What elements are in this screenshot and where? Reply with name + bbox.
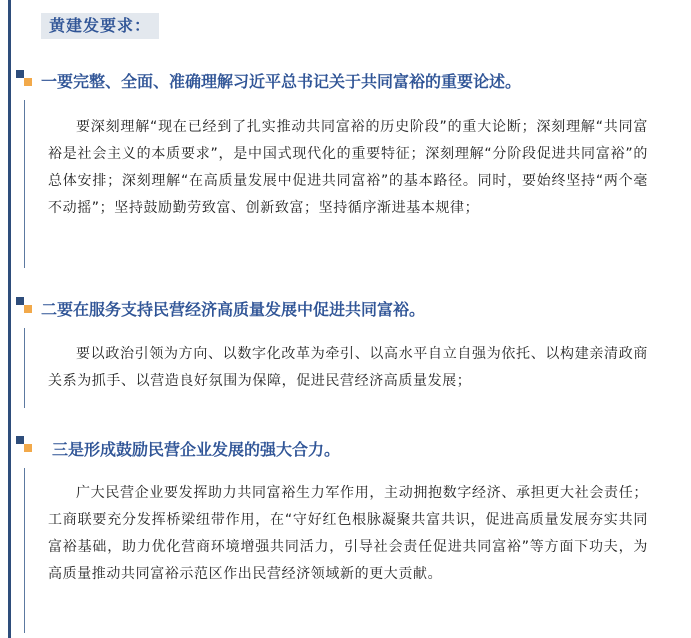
section-marker-icon	[16, 436, 32, 452]
left-border-line	[8, 0, 11, 638]
section-body-3: 广大民营企业要发挥助力共同富裕生力军作用，主动拥抱数字经济、承担更大社会责任；工商联要充分发挥桥梁纽带作用，在“守好红色根脉凝聚共富共识，促进高质量发展夯实共同富裕基础，助力优化营商环境增强共同活力，引导社会责任促进共同富裕”等方面下功夫，为高质量推动共同富裕示范区作出民营经济领域新的更大贡献。	[48, 485, 648, 582]
section-rule-1	[24, 100, 25, 268]
section-title-3: 三是形成鼓励民营企业发展的强大合力。	[52, 440, 341, 459]
section-marker-icon	[16, 297, 32, 313]
section-title-2: 二要在服务支持民营经济高质量发展中促进共同富裕。	[41, 300, 426, 319]
section-body-1: 要深刻理解“现在已经到了扎实推动共同富裕的历史阶段”的重大论断；深刻理解“共同富裕是社会主义的本质要求”，是中国式现代化的重要特征；深刻理解“分阶段促进共同富裕”的总体安排；深刻理解“在高质量发展中促进共同富裕”的基本路径。同时，要始终坚持“两个毫不动摇”；坚持鼓励勤劳致富、创新致富；坚持循序渐进基本规律；	[48, 119, 648, 216]
section-title-1: 一要完整、全面、准确理解习近平总书记关于共同富裕的重要论述。	[41, 72, 522, 91]
section-rule-3	[24, 468, 25, 633]
page-heading: 黄建发要求：	[41, 13, 159, 39]
section-rule-2	[24, 328, 25, 408]
section-marker-icon	[16, 70, 32, 86]
section-body-2: 要以政治引领为方向、以数字化改革为牵引、以高水平自立自强为依托、以构建亲清政商关系为抓手、以营造良好氛围为保障，促进民营经济高质量发展；	[48, 346, 648, 389]
